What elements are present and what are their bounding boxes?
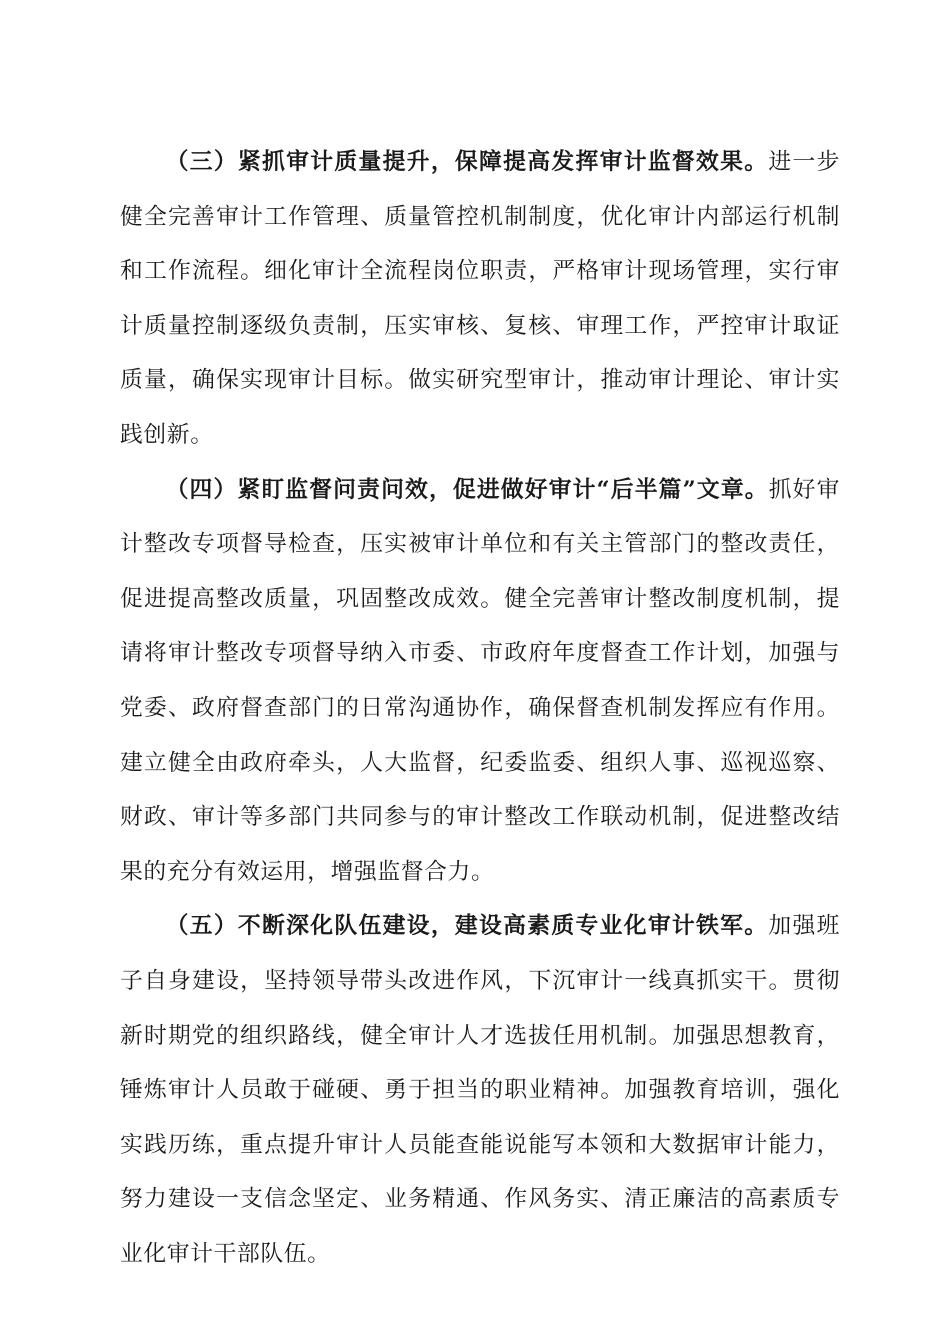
heading-accountability: （四）紧盯监督问责问效，促进做好审计“后半篇”文章。: [165, 476, 769, 503]
paragraph-accountability: [120, 463, 840, 900]
document-body: [120, 135, 840, 1281]
paragraph-audit-quality-text: 进一步健全完善审计工作管理、质量管控机制制度，优化审计内部运行机制和工作流程。细化审计全流程岗位职责，严格审计现场管理，实行审计质量控制逐级负责制，压实审核、复核、审理工作，严控审计取证质量，确保实现审计目标。做实研究型审计，推动审计理论、审计实践创新。: [120, 149, 840, 448]
paragraph-accountability-text: 抓好审计整改专项督导检查，压实被审计单位和有关主管部门的整改责任，促进提高整改质量，巩固整改成效。健全完善审计整改制度机制，提请将审计整改专项督导纳入市委、市政府年度督查工作计划，加强与党委、政府督查部门的日常沟通协作，确保督查机制发挥应有作用。建立健全由政府牵头，人大监督，纪委监委、组织人事、巡视巡察、财政、审计等多部门共同参与的审计整改工作联动机制，促进整改结果的充分有效运用，增强监督合力。: [120, 476, 840, 885]
paragraph-team-building: [120, 899, 840, 1281]
heading-audit-quality: （三）紧抓审计质量提升，保障提高发挥审计监督效果。: [165, 149, 769, 175]
paragraph-audit-quality: [120, 135, 840, 463]
heading-team-building: （五）不断深化队伍建设，建设高素质专业化审计铁军。: [165, 913, 769, 940]
paragraph-team-building-text: 加强班子自身建设，坚持领导带头改进作风，下沉审计一线真抓实干。贯彻新时期党的组织路线，健全审计人才选拔任用机制。加强思想教育，锤炼审计人员敢于碰硬、勇于担当的职业精神。加强教育培训，强化实践历练，重点提升审计人员能查能说能写本领和大数据审计能力，努力建设一支信念坚定、业务精通、作风务实、清正廉洁的高素质专业化审计干部队伍。: [120, 913, 840, 1267]
